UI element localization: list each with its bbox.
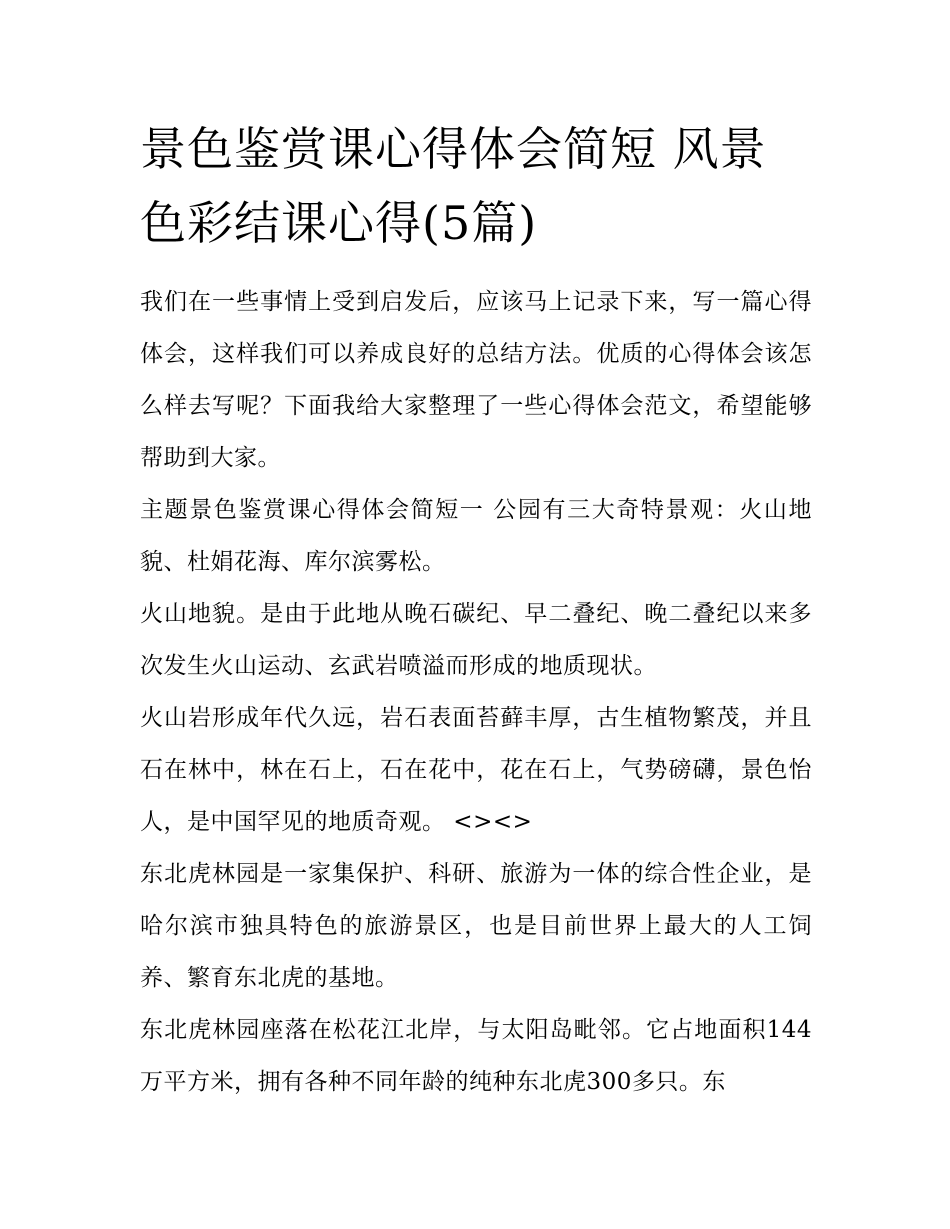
document-title: 景色鉴赏课心得体会简短 风景色彩结课心得(5篇) xyxy=(140,122,767,250)
document-page xyxy=(140,112,812,1108)
paragraph-intro: 我们在一些事情上受到启发后，应该马上记录下来，写一篇心得体会，这样我们可以养成良好的总结方法。优质的心得体会该怎么样去写呢？下面我给大家整理了一些心得体会范文，希望能够帮助到大家。 xyxy=(140,289,812,471)
paragraph-tiger-park: 东北虎林园是一家集保护、科研、旅游为一体的综合性企业，是哈尔滨市独具特色的旅游景区，也是目前世界上最大的人工饲养、繁育东北虎的基地。 xyxy=(140,861,812,991)
paragraph-volcanic-landform: 火山地貌。是由于此地从晚石碳纪、早二叠纪、晚二叠纪以来多次发生火山运动、玄武岩喷溢而形成的地质现状。 xyxy=(140,601,812,679)
paragraph-volcanic-rock: 火山岩形成年代久远，岩石表面苔藓丰厚，古生植物繁茂，并且石在林中，林在石上，石在花中，花在石上，气势磅礴，景色怡人，是中国罕见的地质奇观。 <><> xyxy=(140,705,812,835)
paragraph-tiger-park-location: 东北虎林园座落在松花江北岸，与太阳岛毗邻。它占地面积144万平方米，拥有各种不同年龄的纯种东北虎300多只。东 xyxy=(140,1017,812,1095)
paragraph-theme-one: 主题景色鉴赏课心得体会简短一 公园有三大奇特景观：火山地貌、杜娟花海、库尔滨雾松。 xyxy=(140,497,812,575)
